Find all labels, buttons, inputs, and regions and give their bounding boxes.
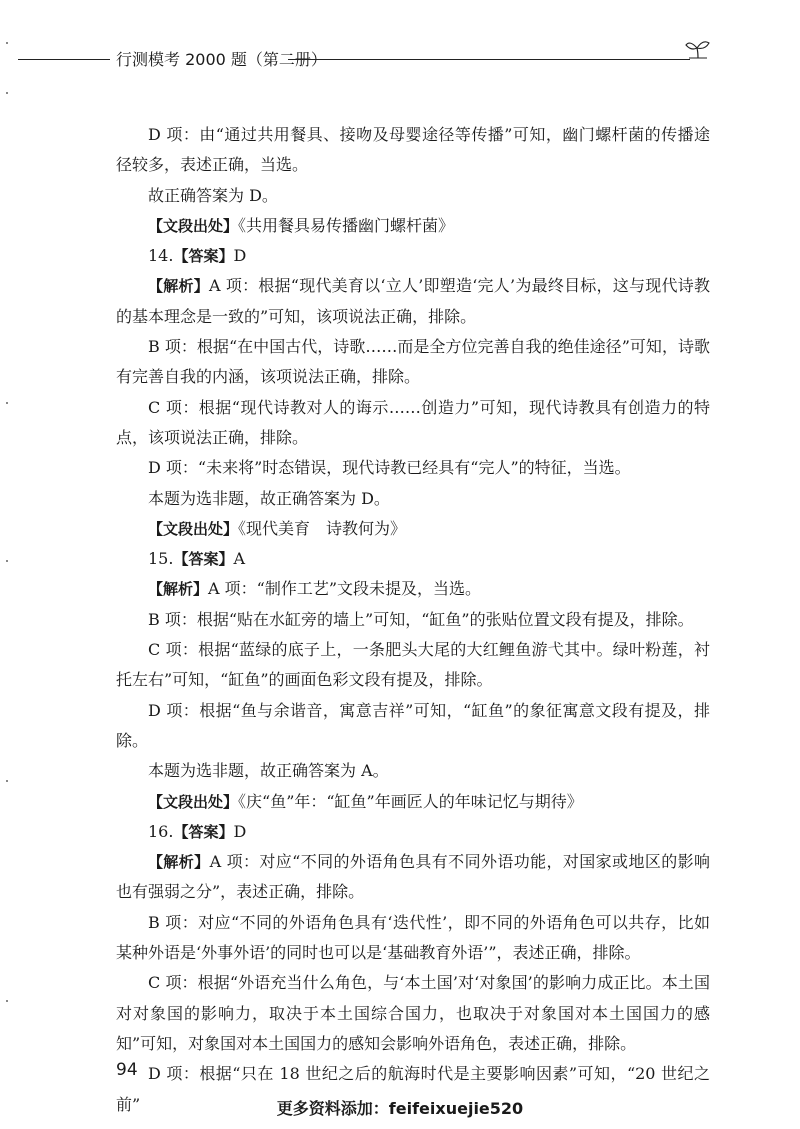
header-rule-left xyxy=(18,59,110,60)
margin-mark xyxy=(6,1000,8,1002)
analysis-paragraph xyxy=(116,574,710,604)
question-number: 15. xyxy=(148,549,174,569)
analysis-paragraph xyxy=(116,271,710,332)
margin-mark xyxy=(6,402,8,404)
answer-tag: 【答案】 xyxy=(173,247,234,266)
paragraph: D 项：由“通过共用餐具、接吻及母婴途径等传播”可知，幽门螺杆菌的传播途径较多，表述正确，当选。 xyxy=(116,125,710,175)
analysis-tag: 【解析】 xyxy=(148,277,209,296)
source-line xyxy=(116,514,710,544)
running-header xyxy=(0,44,800,74)
paragraph: D 项：“未来将”时态错误，现代诗教已经具有“完人”的特征，当选。 xyxy=(148,458,631,478)
answer-line xyxy=(116,241,710,271)
question-number: 16. xyxy=(148,821,174,841)
analysis-text: A 项：“制作工艺”文段未提及，当选。 xyxy=(208,579,482,599)
margin-mark xyxy=(6,92,8,94)
paragraph: B 项：对应“不同的外语角色具有‘迭代性’，即不同的外语角色可以共存，比如某种外语是‘外事外语’的同时也可以是‘基础教育外语’”，表述正确，排除。 xyxy=(116,912,710,963)
header-title: 行测模考 2000 题（第二册） xyxy=(116,50,327,69)
source-title: 《庆“鱼”年：“缸鱼”年画匠人的年味记忆与期待》 xyxy=(238,791,583,811)
margin-mark xyxy=(6,560,8,562)
answer-line xyxy=(116,817,710,847)
answer-tag: 【答案】 xyxy=(173,550,234,569)
analysis-text: A 项：对应“不同的外语角色具有不同外语功能，对国家或地区的影响也有强弱之分”，表述正确，排除。 xyxy=(116,852,710,902)
page-number: 94 xyxy=(116,1060,138,1080)
answer-value: D xyxy=(233,246,247,266)
answer-tag: 【答案】 xyxy=(173,822,234,841)
margin-mark xyxy=(6,42,8,44)
paragraph: D 项：根据“只在 18 世纪之后的航海时代是主要影响因素”可知，“20 世纪之前” xyxy=(116,1064,710,1114)
footer-note: 更多资料添加：feifeixuejie520 xyxy=(276,1099,524,1118)
paragraph: 本题为选非题，故正确答案为 A。 xyxy=(148,761,389,781)
sprout-icon xyxy=(683,36,713,66)
answer-explanations xyxy=(116,120,710,1120)
analysis-tag: 【解析】 xyxy=(148,580,209,599)
analysis-tag: 【解析】 xyxy=(148,853,210,872)
question-number: 14. xyxy=(148,246,174,266)
source-line xyxy=(116,211,710,241)
source-title: 《现代美育 诗教何为》 xyxy=(238,518,407,538)
analysis-paragraph xyxy=(116,847,710,908)
source-line xyxy=(116,787,710,817)
source-title: 《共用餐具易传播幽门螺杆菌》 xyxy=(238,215,455,235)
paragraph: B 项：根据“贴在水缸旁的墙上”可知，“缸鱼”的张贴位置文段有提及，排除。 xyxy=(148,609,694,629)
analysis-text: A 项：根据“现代美育以‘立人’即塑造‘完人’为最终目标，这与现代诗教的基本理念是一致的”可知，该项说法正确，排除。 xyxy=(116,276,710,326)
paragraph: C 项：根据“蓝绿的底子上，一条肥头大尾的大红鲤鱼游弋其中。绿叶粉莲，衬托左右”可知，“缸鱼”的画面色彩文段有提及，排除。 xyxy=(116,640,710,690)
header-rule-right xyxy=(288,59,690,60)
paragraph: 故正确答案为 D。 xyxy=(148,185,278,205)
answer-line xyxy=(116,544,710,574)
paragraph: 本题为选非题，故正确答案为 D。 xyxy=(148,488,390,508)
paragraph: C 项：根据“外语充当什么角色，与‘本土国’对‘对象国’的影响力成正比。本土国对对象国的影响力，取决于本土国综合国力，也取决于对象国对本土国国力的感知”可知，对象国对本土国国力的感知会影响外语角色，表述正确，排除。 xyxy=(116,973,710,1053)
paragraph: C 项：根据“现代诗教对人的诲示……创造力”可知，现代诗教具有创造力的特点，该项说法正确，排除。 xyxy=(116,397,710,447)
margin-mark xyxy=(6,780,8,782)
source-tag: 【文段出处】 xyxy=(148,216,239,235)
answer-value: D xyxy=(233,821,247,841)
source-tag: 【文段出处】 xyxy=(148,519,239,538)
paragraph: B 项：根据“在中国古代，诗歌……而是全方位完善自我的绝佳途径”可知，诗歌有完善自我的内涵，该项说法正确，排除。 xyxy=(116,337,710,387)
source-tag: 【文段出处】 xyxy=(148,792,239,811)
paragraph: D 项：根据“鱼与余谐音，寓意吉祥”可知，“缸鱼”的象征寓意文段有提及，排除。 xyxy=(116,700,710,750)
answer-value: A xyxy=(233,549,246,569)
